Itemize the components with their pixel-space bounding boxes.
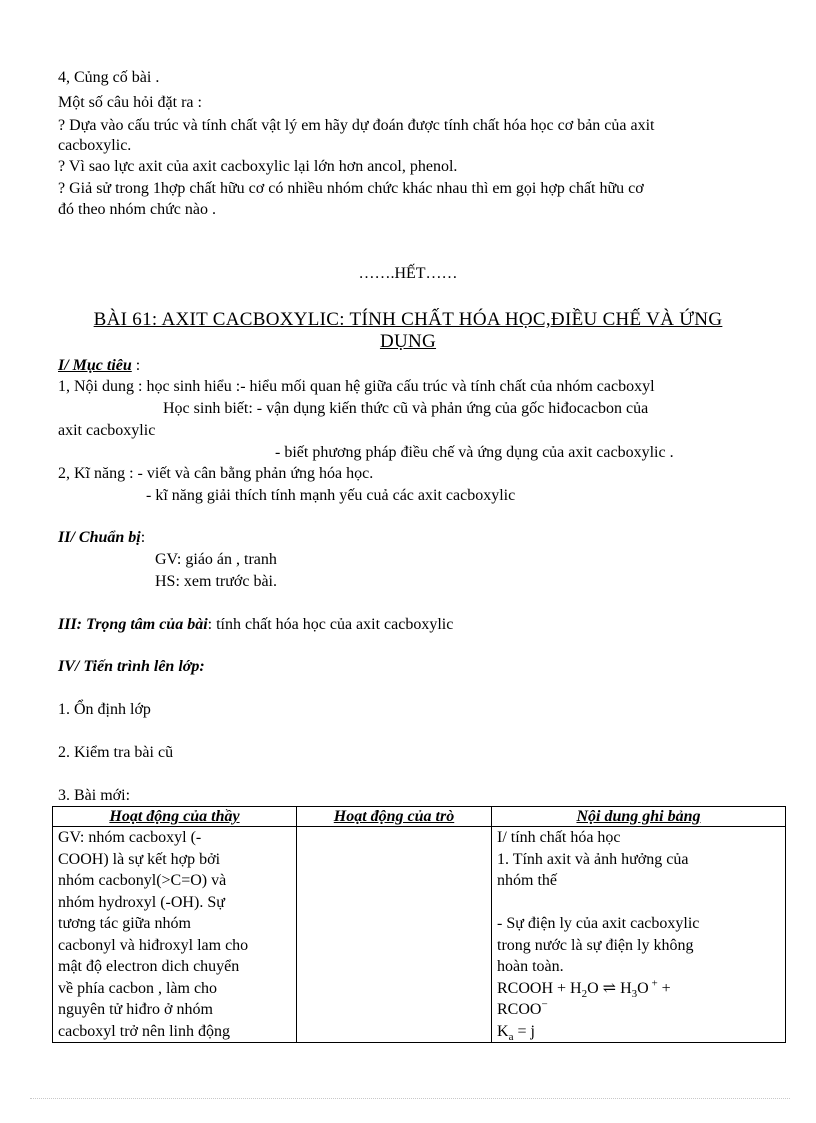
step-2: 2. Kiểm tra bài cũ (58, 744, 174, 761)
board-line: trong nước là sự điện ly không (497, 936, 694, 954)
table-row (53, 827, 786, 1043)
board-line: - Sự điện ly của axit cacboxylic (497, 915, 700, 932)
objective-skills-cont: - kĩ năng giải thích tính mạnh yếu cuả các axit cacboxylic (146, 487, 516, 504)
lesson-title-line-1: BÀI 61: AXIT CACBOXYLIC: TÍNH CHẤT HÓA HỌC,ĐIỀU CHẾ VÀ ỨNG (93, 309, 723, 330)
question-1-line-1: ? Dựa vào cấu trúc và tính chất vật lý em hãy dự đoán được tính chất hóa học cơ bản của axit (58, 117, 655, 134)
objectives-heading: I/ Mục tiêu : (58, 357, 141, 374)
teacher-line: nhóm hydroxyl (-OH). Sự (58, 893, 225, 911)
teacher-line: GV: nhóm cacboxyl (- (58, 829, 202, 846)
page-bottom-divider (30, 1098, 790, 1099)
teacher-line: COOH) là sự kết hợp bởi (58, 850, 221, 868)
board-content-cell (492, 827, 786, 1043)
teacher-line: cacbonyl và hiđroxyl lam cho (58, 936, 249, 954)
board-blank-line (497, 892, 780, 914)
lesson-activity-table (52, 806, 786, 1043)
header-board-content: Nội dung ghi bảng (492, 807, 786, 827)
question-2: ? Vì sao lực axit của axit cacboxylic lại lớn hơn ancol, phenol. (58, 158, 458, 175)
preparation-teacher: GV: giáo án , tranh (155, 551, 277, 568)
preparation-student: HS: xem trước bài. (155, 573, 277, 590)
board-line: hoàn toàn. (497, 958, 564, 975)
table-header-row (53, 807, 786, 827)
dissociation-equation-cont: RCOO− (497, 998, 548, 1018)
header-student-activity: Hoạt động của trò (297, 807, 492, 827)
review-heading: 4, Củng cố bài . (58, 69, 160, 86)
ka-expression: $K_a = j$ (497, 1022, 535, 1043)
question-3-line-2: đó theo nhóm chức nào . (58, 201, 216, 218)
lesson-title-line-2: DỤNG (379, 331, 437, 352)
teacher-line: nguyên tử hiđro ở nhóm (58, 1001, 213, 1018)
step-3: 3. Bài mới: (58, 787, 131, 804)
questions-intro: Một số câu hỏi đặt ra : (58, 94, 202, 111)
board-line: nhóm thế (497, 872, 557, 889)
header-teacher-activity: Hoạt động của thầy (53, 807, 297, 827)
teacher-line: mật độ electron dich chuyển (58, 958, 240, 975)
equilibrium-arrow-icon: ⇌ (602, 979, 617, 997)
board-line: 1. Tính axit và ảnh hưởng của (497, 850, 689, 868)
process-heading: IV/ Tiến trình lên lớp: (58, 658, 205, 675)
objective-content: 1, Nội dung : học sinh hiểu :- hiểu mối quan hệ giữa cấu trúc và tính chất của nhóm cacboxyl (58, 378, 655, 395)
teacher-line: tương tác giữa nhóm (58, 915, 191, 932)
teacher-line: về phía cacbon , làm cho (58, 979, 218, 997)
objective-student-knows: Học sinh biết: - vận dụng kiến thức cũ và phản ứng của gốc hiđocacbon của (163, 400, 649, 417)
step-1: 1. Ổn định lớp (58, 701, 151, 718)
question-3-line-1: ? Giả sử trong 1hợp chất hữu cơ có nhiều nhóm chức khác nhau thì em gọi hợp chất hữu cơ (58, 180, 644, 197)
objective-methods: - biết phương pháp điều chế và ứng dụng của axit cacboxylic . (275, 444, 674, 461)
student-activity-cell (297, 827, 492, 1043)
teacher-line: cacboxyl trở nên linh động (58, 1022, 230, 1040)
objective-skills: 2, Kĩ năng : - viết và cân bằng phản ứng hóa học. (58, 465, 374, 482)
end-marker: …….HẾT…… (358, 265, 458, 282)
question-1-line-2: cacboxylic. (58, 137, 132, 154)
board-line: I/ tính chất hóa học (497, 829, 621, 846)
objective-student-knows-cont: axit cacboxylic (58, 422, 156, 439)
teacher-line: nhóm cacbonyl(>C=O) và (58, 872, 227, 889)
dissociation-equation: RCOOH + $H_2O$ ⇌ $H_3O$ + + (497, 977, 671, 1000)
teacher-activity-cell (53, 827, 297, 1043)
preparation-heading: II/ Chuẩn bị: (58, 529, 146, 546)
focus-line: III: Trọng tâm của bài: tính chất hóa học của axit cacboxylic (58, 616, 454, 633)
